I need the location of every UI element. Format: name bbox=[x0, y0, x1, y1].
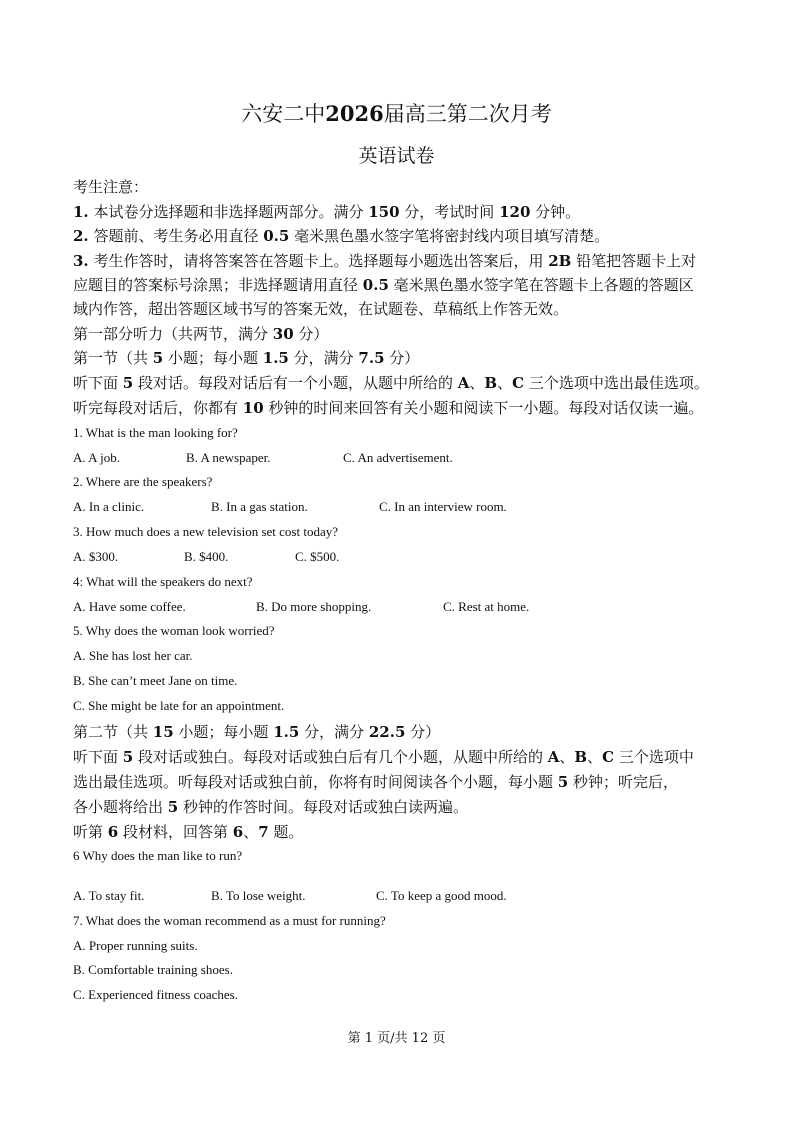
option-a: A. $300. bbox=[73, 549, 119, 564]
part-1-heading: 第一部分听力（共两节，满分 30 分） bbox=[73, 325, 329, 343]
page-subtitle: 英语试卷 bbox=[358, 145, 435, 167]
option-c: C. $500. bbox=[295, 549, 340, 564]
notice-item-3-line-2: 应题目的答案标号涂黑；非选择题请用直径 0.5 毫米黑色墨水签字笔在答题卡上各题的答题区 bbox=[73, 276, 694, 294]
option-b: B. In a gas station. bbox=[211, 499, 308, 514]
option-b: B. To lose weight. bbox=[211, 888, 306, 903]
option-b: B. A newspaper. bbox=[186, 450, 271, 465]
question-7-option-c: C. Experienced fitness coaches. bbox=[73, 987, 238, 1002]
question-7-option-b: B. Comfortable training shoes. bbox=[73, 962, 233, 977]
question-7: 7. What does the woman recommend as a must for running? bbox=[73, 913, 386, 928]
question-4: 4: What will the speakers do next? bbox=[73, 574, 253, 589]
question-7-option-a: A. Proper running suits. bbox=[73, 938, 198, 953]
option-c: C. Rest at home. bbox=[443, 599, 530, 614]
notice-heading: 考生注意： bbox=[73, 178, 149, 196]
question-1: 1. What is the man looking for? bbox=[73, 425, 238, 440]
notice-item-2: 2. 答题前、考生务必用直径 0.5 毫米黑色墨水签字笔将密封线内项目填写清楚。 bbox=[73, 227, 610, 245]
section-1-instruction-1: 听下面 5 段对话。每段对话后有一个小题，从题中所给的 A、B、C 三个选项中选出最佳选项。 bbox=[73, 374, 709, 392]
section-2-instruction-2: 选出最佳选项。听每段对话或独白前，你将有时间阅读各个小题，每小题 5 秒钟；听完后， bbox=[73, 773, 678, 791]
question-6: 6 Why does the man like to run? bbox=[73, 848, 243, 863]
question-5-option-b: B. She can’t meet Jane on time. bbox=[73, 673, 238, 688]
question-2-options bbox=[73, 499, 507, 515]
section-2-heading: 第二节（共 15 小题；每小题 1.5 分，满分 22.5 分） bbox=[73, 723, 441, 741]
option-b: B. $400. bbox=[184, 549, 229, 564]
option-a: A. A job. bbox=[73, 450, 120, 465]
question-4-options bbox=[73, 599, 529, 615]
option-a: A. To stay fit. bbox=[73, 888, 145, 903]
question-1-options bbox=[73, 450, 453, 466]
option-a: A. Have some coffee. bbox=[73, 599, 186, 614]
question-6-options bbox=[73, 888, 507, 904]
section-2-instruction-3: 各小题将给出 5 秒钟的作答时间。每段对话或独白读两遍。 bbox=[73, 798, 468, 816]
notice-item-1: 1. 本试卷分选择题和非选择题两部分。满分 150 分，考试时间 120 分钟。 bbox=[73, 203, 581, 221]
page-number: 第 1 页/共 12 页 bbox=[347, 1031, 446, 1046]
section-1-instruction-2: 听完每段对话后，你都有 10 秒钟的时间来回答有关小题和阅读下一小题。每段对话仅读一遍。 bbox=[73, 399, 704, 417]
option-c: C. An advertisement. bbox=[343, 450, 453, 465]
question-5-option-c: C. She might be late for an appointment. bbox=[73, 698, 285, 713]
section-1-heading: 第一节（共 5 小题；每小题 1.5 分，满分 7.5 分） bbox=[73, 349, 420, 367]
notice-item-3-line-3: 域内作答，超出答题区域书写的答案无效，在试题卷、草稿纸上作答无效。 bbox=[73, 300, 569, 318]
material-6-heading: 听第 6 段材料，回答第 6、7 题。 bbox=[73, 823, 304, 841]
question-3: 3. How much does a new television set cost today? bbox=[73, 524, 338, 539]
question-2: 2. Where are the speakers? bbox=[73, 474, 213, 489]
page-title: 六安二中2026届高三第二次月考 bbox=[241, 101, 552, 126]
notice-item-3-line-1: 3. 考生作答时，请将答案答在答题卡上。选择题每小题选出答案后，用 2B 铅笔把答题卡上对 bbox=[73, 252, 697, 270]
option-c: C. In an interview room. bbox=[379, 499, 507, 514]
option-b: B. Do more shopping. bbox=[256, 599, 372, 614]
question-5: 5. Why does the woman look worried? bbox=[73, 623, 275, 638]
section-2-instruction-1: 听下面 5 段对话或独白。每段对话或独白后有几个小题，从题中所给的 A、B、C 三个选项中 bbox=[73, 748, 694, 766]
question-3-options bbox=[73, 549, 339, 565]
option-a: A. In a clinic. bbox=[73, 499, 145, 514]
question-5-option-a: A. She has lost her car. bbox=[73, 648, 193, 663]
option-c: C. To keep a good mood. bbox=[376, 888, 507, 903]
